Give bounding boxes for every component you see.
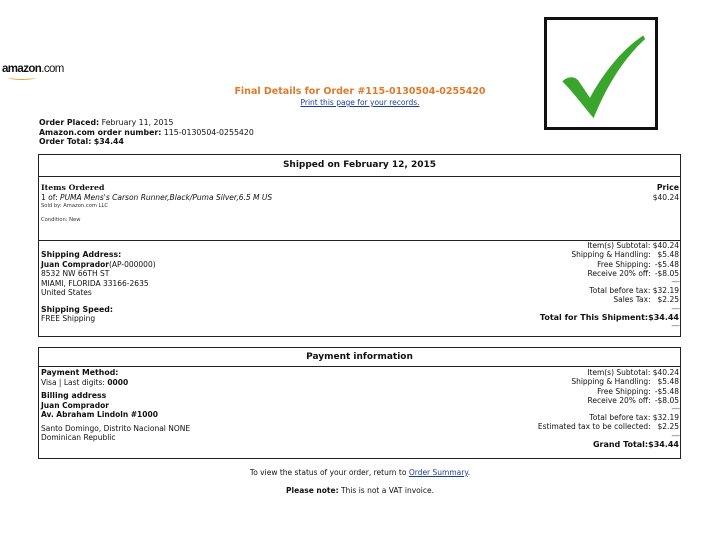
summary-value: -$8.05 bbox=[654, 395, 679, 405]
shipping-country: United States bbox=[41, 288, 92, 297]
items-ordered-label: Items Ordered bbox=[41, 183, 105, 192]
vat-note-text: This is not a VAT invoice. bbox=[340, 486, 434, 495]
order-placed-value: February 11, 2015 bbox=[101, 118, 174, 127]
summary-label: Estimated tax to be collected: bbox=[537, 422, 651, 432]
summary-row bbox=[538, 387, 679, 396]
summary-label: Item(s) Subtotal: bbox=[587, 241, 651, 250]
shipping-code: (AP-000000) bbox=[108, 259, 156, 269]
summary-value: $32.19 bbox=[652, 413, 679, 423]
billing-country: Dominican Republic bbox=[41, 433, 116, 442]
summary-row bbox=[540, 241, 679, 250]
payment-section bbox=[39, 367, 680, 457]
payment-summary bbox=[538, 368, 679, 449]
status-text: To view the status of your order, return to bbox=[249, 468, 407, 477]
order-total-label: Order Total: bbox=[39, 137, 92, 146]
summary-value: $32.19 bbox=[652, 286, 679, 296]
shipping-speed-label: Shipping Speed: bbox=[41, 304, 113, 314]
shipping-speed-value: FREE Shipping bbox=[41, 314, 96, 323]
payment-last-digits: 0000 bbox=[107, 377, 129, 387]
summary-label: Sales Tax: bbox=[613, 295, 651, 305]
summary-value: -$5.48 bbox=[654, 386, 679, 396]
order-total-value: $34.44 bbox=[93, 137, 124, 146]
summary-divider: ----- bbox=[671, 405, 679, 414]
summary-label: Shipping & Handling: bbox=[571, 377, 651, 387]
summary-value: $40.24 bbox=[652, 368, 679, 377]
payment-method-label: Payment Method: bbox=[41, 368, 119, 377]
summary-value: -$8.05 bbox=[654, 268, 679, 278]
summary-label: Receive 20% off: bbox=[587, 268, 651, 278]
summary-value: -$5.48 bbox=[654, 259, 679, 269]
shipment-total-row bbox=[540, 313, 679, 322]
summary-row bbox=[538, 396, 679, 405]
order-total-row bbox=[39, 137, 254, 147]
summary-row bbox=[540, 269, 679, 278]
order-number-label: Amazon.com order number: bbox=[39, 127, 162, 137]
billing-address-label: Billing address bbox=[41, 391, 107, 400]
amazon-logo bbox=[2, 63, 62, 83]
items-section bbox=[39, 177, 680, 240]
summary-row bbox=[540, 295, 679, 304]
order-placed-row bbox=[39, 118, 254, 128]
shipping-section bbox=[39, 240, 680, 336]
vat-note-label: Please note: bbox=[286, 486, 339, 495]
checkmark-box bbox=[544, 17, 658, 130]
shipping-line1: 8532 NW 66TH ST bbox=[41, 269, 110, 278]
item-condition: Condition: New bbox=[41, 217, 81, 223]
summary-value: $2.25 bbox=[657, 295, 679, 305]
summary-label: Total before tax: bbox=[589, 286, 651, 296]
shipment-total-value: $34.44 bbox=[648, 312, 679, 322]
vat-note bbox=[0, 486, 720, 495]
summary-row bbox=[538, 422, 679, 431]
price-label: Price bbox=[656, 183, 679, 192]
shipping-name: Juan Comprador bbox=[41, 259, 109, 269]
summary-value: $2.25 bbox=[657, 422, 679, 432]
logo-smile-icon bbox=[8, 75, 36, 80]
grand-total-value: $34.44 bbox=[648, 439, 679, 449]
item-name[interactable]: PUMA Mens's Carson Runner,Black/Puma Silver,6.5 M US bbox=[60, 192, 273, 202]
item-line bbox=[41, 193, 678, 203]
summary-divider: ----- bbox=[671, 431, 679, 440]
shipment-total-label: Total for This Shipment: bbox=[539, 312, 649, 322]
order-placed-label: Order Placed: bbox=[39, 118, 100, 127]
summary-label: Total before tax: bbox=[589, 413, 651, 423]
summary-value: $5.48 bbox=[657, 250, 679, 260]
summary-value: $40.24 bbox=[652, 241, 679, 250]
summary-label: Receive 20% off: bbox=[587, 395, 651, 405]
logo-brand: amazon bbox=[2, 63, 42, 75]
logo-suffix: .com bbox=[41, 63, 64, 75]
order-summary-link[interactable]: Order Summary bbox=[408, 468, 468, 477]
summary-label: Free Shipping: bbox=[597, 386, 651, 396]
print-page-link[interactable]: Print this page for your records. bbox=[300, 98, 420, 107]
payment-box bbox=[38, 347, 681, 459]
shipping-line2: MIAMI, FLORIDA 33166-2635 bbox=[41, 278, 149, 288]
price-column bbox=[653, 183, 679, 202]
summary-divider: ----- bbox=[671, 304, 679, 313]
summary-row bbox=[538, 368, 679, 377]
billing-line1: Av. Abraham Lindoln #1000 bbox=[41, 410, 158, 419]
item-price: $40.24 bbox=[652, 192, 679, 202]
summary-row bbox=[540, 250, 679, 259]
payment-method-prefix: Visa | Last digits: bbox=[41, 377, 105, 387]
order-number-value: 115-0130504-0255420 bbox=[163, 127, 254, 137]
shipment-summary bbox=[540, 241, 679, 330]
shipping-address-label: Shipping Address: bbox=[41, 250, 122, 259]
item-sold-by: Sold by: Amazon.com LLC bbox=[41, 203, 108, 209]
payment-header: Payment information bbox=[39, 348, 680, 367]
summary-row bbox=[540, 260, 679, 269]
summary-row bbox=[538, 413, 679, 422]
order-status-note bbox=[0, 468, 720, 477]
summary-value: $5.48 bbox=[657, 377, 679, 387]
shipment-box bbox=[38, 154, 681, 337]
summary-label: Shipping & Handling: bbox=[571, 250, 651, 260]
summary-row bbox=[538, 377, 679, 386]
grand-total-label: Grand Total: bbox=[592, 439, 649, 449]
order-number-row bbox=[39, 128, 254, 138]
order-meta bbox=[39, 118, 254, 147]
status-end: . bbox=[467, 468, 471, 477]
grand-total-row bbox=[538, 440, 679, 449]
summary-divider: ----- bbox=[671, 322, 679, 331]
summary-row bbox=[540, 286, 679, 295]
summary-divider: ----- bbox=[671, 278, 679, 287]
summary-label: Item(s) Subtotal: bbox=[587, 368, 651, 377]
billing-name: Juan Comprador bbox=[41, 400, 109, 410]
order-title: Final Details for Order #115-0130504-0255420 bbox=[234, 86, 486, 97]
order-title-block bbox=[0, 86, 720, 107]
shipment-header: Shipped on February 12, 2015 bbox=[39, 155, 680, 177]
item-qty: 1 of: bbox=[41, 192, 58, 202]
summary-label: Free Shipping: bbox=[597, 259, 651, 269]
billing-line2: Santo Domingo, Distrito Nacional NONE bbox=[41, 423, 191, 433]
